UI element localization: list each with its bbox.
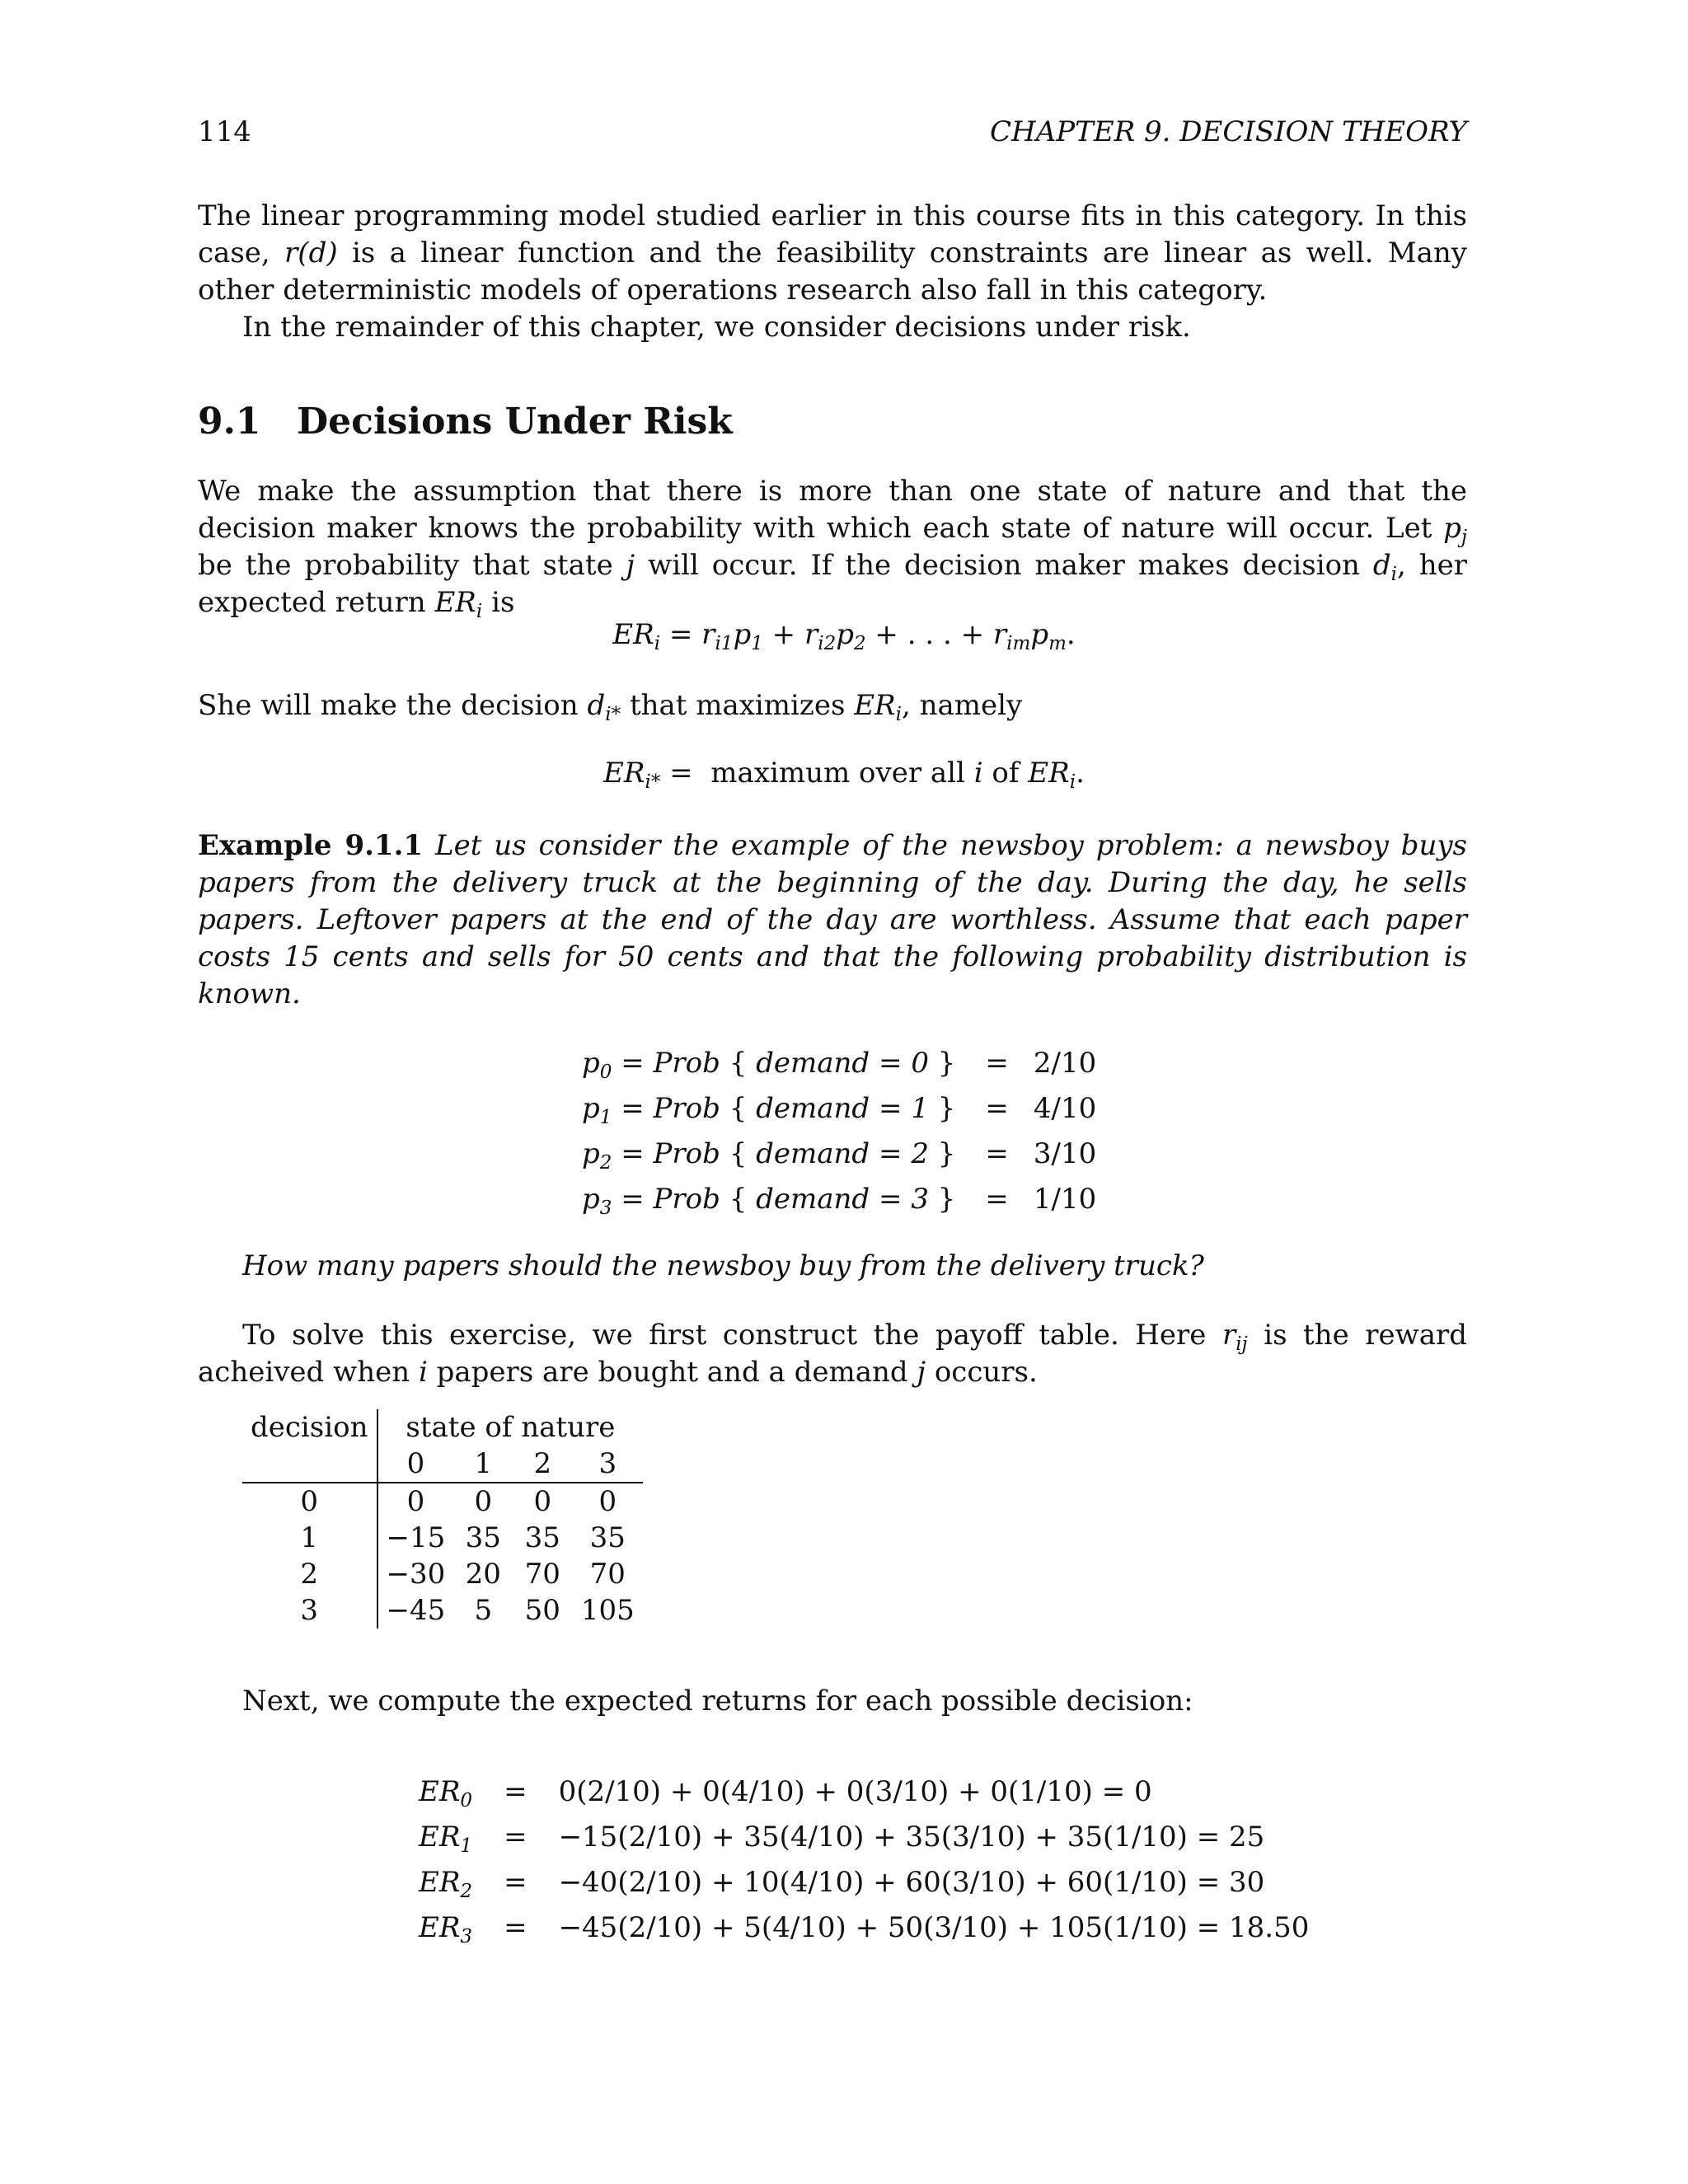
expected-return-expr: −15(2/10) + 35(4/10) + 35(3/10) + 35(1/10) = 25 <box>558 1820 1265 1854</box>
page-header <box>198 115 1467 153</box>
expected-return-equation: $ER_i = r_{i1}p_1 + r_{i2}p_2$ + . . . + $r_{im}p_m$. <box>612 618 1076 654</box>
probability-value: 2/10 <box>1033 1046 1097 1080</box>
payoff-cell: 0 <box>513 1483 572 1520</box>
payoff-cell: 0 <box>377 1483 454 1520</box>
next-paragraph: Next, we compute the expected returns for each possible decision: <box>242 1685 1193 1718</box>
probability-lhs: $p_1$ = Prob { demand = 1 } <box>582 1091 956 1128</box>
table-row <box>242 1520 643 1556</box>
payoff-cell: −30 <box>386 1558 446 1591</box>
question: How many papers should the newsboy buy from the delivery truck? <box>242 1249 1204 1282</box>
decision-cell: 1 <box>242 1520 377 1556</box>
table-row <box>242 1483 643 1520</box>
table-row <box>242 1592 643 1629</box>
decision-cell: 0 <box>242 1483 377 1520</box>
payoff-cell: 70 <box>589 1558 626 1591</box>
payoff-cell: 70 <box>524 1558 560 1591</box>
payoff-cell: −45 <box>386 1594 446 1627</box>
intro-paragraph: The linear programming model studied earlier in this course fits in this category. In this case, r(d) is a linear function and the feasibility constraints are linear as well. Many other deterministic models of operations research also fall in this category. <box>198 199 1467 307</box>
expected-return-row: $ER_1$ = −15(2/10) + 35(4/10) + 35(3/10) + 35(1/10) = 25 <box>419 1814 1309 1859</box>
section-title: Decisions Under Risk <box>297 401 733 443</box>
payoff-cell: −15 <box>386 1521 446 1554</box>
expected-return-label: $ER_0$ <box>419 1774 473 1811</box>
expected-return-expr: −45(2/10) + 5(4/10) + 50(3/10) + 105(1/10) = 18.50 <box>558 1910 1310 1944</box>
probability-row: $p_0$ = Prob { demand = 0 } = 2/10 <box>582 1040 1096 1085</box>
probability-row: $p_2$ = Prob { demand = 2 } = 3/10 <box>582 1131 1096 1176</box>
expected-returns <box>419 1769 1309 1950</box>
expected-return-row: $ER_3$ = −45(2/10) + 5(4/10) + 50(3/10) + 105(1/10) = 18.50 <box>419 1905 1309 1950</box>
state-header: 3 <box>598 1447 617 1480</box>
example-label: Example 9.1.1 <box>198 829 424 862</box>
header-state-of-nature: state of nature <box>406 1411 616 1444</box>
expected-return-label: $ER_2$ <box>419 1865 473 1902</box>
payoff-cell: 35 <box>465 1521 501 1554</box>
probability-value: 4/10 <box>1033 1091 1097 1125</box>
state-header: 2 <box>533 1447 552 1480</box>
probability-lhs: $p_2$ = Prob { demand = 2 } <box>582 1137 956 1174</box>
example-paragraph <box>198 827 1467 1013</box>
probability-row: $p_3$ = Prob { demand = 3 } = 1/10 <box>582 1176 1096 1221</box>
decision-cell: 3 <box>242 1592 377 1629</box>
expected-return-label: $ER_1$ <box>419 1820 473 1857</box>
intro-paragraph-2: In the remainder of this chapter, we consider decisions under risk. <box>242 311 1191 344</box>
payoff-cell: 0 <box>453 1483 513 1520</box>
payoff-cell: 105 <box>580 1594 635 1627</box>
section-heading <box>198 401 733 443</box>
expected-return-expr: 0(2/10) + 0(4/10) + 0(3/10) + 0(1/10) = 0 <box>558 1774 1152 1808</box>
state-header: 0 <box>406 1447 425 1480</box>
maximum-equation: $ER_{i*}$ = maximum over all i of $ER_i$. <box>603 757 1085 793</box>
rd-symbol: r(d) <box>284 237 338 269</box>
expected-return-row: $ER_0$ = 0(2/10) + 0(4/10) + 0(3/10) + 0(1/10) = 0 <box>419 1769 1309 1814</box>
payoff-cell: 20 <box>465 1558 501 1591</box>
probability-lhs: $p_0$ = Prob { demand = 0 } <box>582 1046 956 1083</box>
probability-lhs: $p_3$ = Prob { demand = 3 } <box>582 1182 956 1219</box>
running-title: CHAPTER 9. DECISION THEORY <box>990 115 1467 148</box>
decision-paragraph: She will make the decision $d_{i*}$ that maximizes $ER_i$, namely <box>198 689 1023 725</box>
payoff-cell: 5 <box>474 1594 493 1627</box>
page-number: 114 <box>198 115 251 148</box>
table-row <box>242 1556 643 1592</box>
payoff-cell: 50 <box>524 1594 560 1627</box>
state-header: 1 <box>474 1447 493 1480</box>
probability-value: 1/10 <box>1033 1182 1097 1216</box>
expected-return-expr: −40(2/10) + 10(4/10) + 60(3/10) + 60(1/10) = 30 <box>558 1865 1265 1899</box>
probability-value: 3/10 <box>1033 1137 1097 1170</box>
payoff-intro: To solve this exercise, we first construct the payoff table. Here $r_{ij}$ is the reward acheived when i papers are bought and a demand j occurs. <box>198 1319 1468 1389</box>
payoff-cell: 35 <box>589 1521 626 1554</box>
probability-distribution <box>582 1040 1096 1221</box>
payoff-cell: 35 <box>524 1521 560 1554</box>
header-decision: decision <box>242 1409 377 1446</box>
section-number: 9.1 <box>198 401 261 443</box>
payoff-cell: 0 <box>572 1483 643 1520</box>
decision-cell: 2 <box>242 1556 377 1592</box>
expected-return-row: $ER_2$ = −40(2/10) + 10(4/10) + 60(3/10) + 60(1/10) = 30 <box>419 1859 1309 1905</box>
example-text: Let us consider the example of the newsboy problem: a newsboy buys papers from the delivery truck at the beginning of the day. During the day, he sells papers. Leftover papers at the end of the day are worthless. Assume that each paper costs 15 cents and sells for 50 cents and that the following probability distribution is known. <box>198 829 1468 1010</box>
payoff-table <box>242 1409 643 1629</box>
probability-row: $p_1$ = Prob { demand = 1 } = 4/10 <box>582 1085 1096 1131</box>
expected-return-label: $ER_3$ <box>419 1910 473 1947</box>
risk-paragraph: We make the assumption that there is more than one state of nature and that the decision maker knows the probability with which each state of nature will occur. Let $p_j$ be the probability that state j will occur. If the decision maker makes decision $d_i$, her expected return $ER_i$ is <box>198 475 1468 622</box>
